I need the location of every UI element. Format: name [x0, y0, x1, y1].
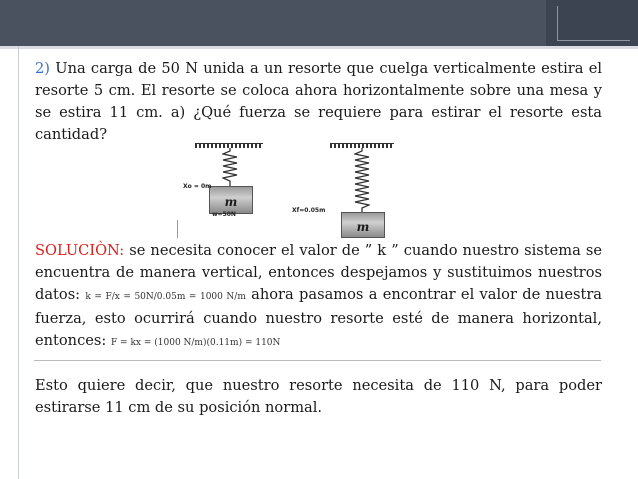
solution-block [35, 240, 602, 354]
solution-text-2: ahora pasamos a encontrar el valor de nuestra fuerza, esto ocurrirá cuando nuestro resorte esté de manera horizontal, entonces: [35, 286, 602, 349]
spring-figure-right [330, 140, 400, 235]
figure-divider [177, 220, 178, 238]
problem-text: Una carga de 50 N unida a un resorte que cuelga verticalmente estira el resorte 5 cm. El resorte se coloca ahora horizontalmente sobre una mesa y se estira 11 cm. a) ¿Qué fuerza se requiere para estirar el resorte esta cantidad? [35, 60, 603, 143]
xf-label: Xf=0.05m [292, 207, 326, 214]
mass-label-right: m [356, 220, 370, 235]
conclusion-text: Esto quiere decir, que nuestro resorte necesita de 110 N, para poder estirarse 11 cm de su posición normal. [35, 377, 602, 416]
weight-label: w=50N [212, 211, 236, 218]
corner-frame-line [557, 6, 630, 41]
mass-block-right [341, 212, 385, 238]
x0-label: Xo = 0m [183, 183, 212, 190]
slide-corner-decoration [546, 0, 638, 46]
formula-f: F = kx = (1000 N/m)(0.11m) = 110N [110, 338, 281, 348]
mass-label-left: m [224, 194, 238, 209]
solution-label: SOLUCIÒN: [35, 242, 125, 259]
solution-text-1: se necesita conocer el valor de ” k ” cuando nuestro sistema se encuentra de manera vertical, entonces despejamos y sustituimos nuestros datos: [35, 242, 602, 303]
formula-k: k = F/x = 50N/0.05m = 1000 N/m [85, 292, 246, 302]
problem-number: 2) [35, 60, 50, 77]
spring-left-icon [222, 148, 238, 186]
section-divider [34, 360, 601, 361]
mass-block-left [209, 186, 253, 214]
spring-right-icon [354, 148, 370, 212]
slide-header-bar [0, 0, 638, 46]
left-rail-line [18, 46, 19, 479]
problem-statement [35, 58, 602, 146]
header-accent-line [0, 46, 638, 49]
